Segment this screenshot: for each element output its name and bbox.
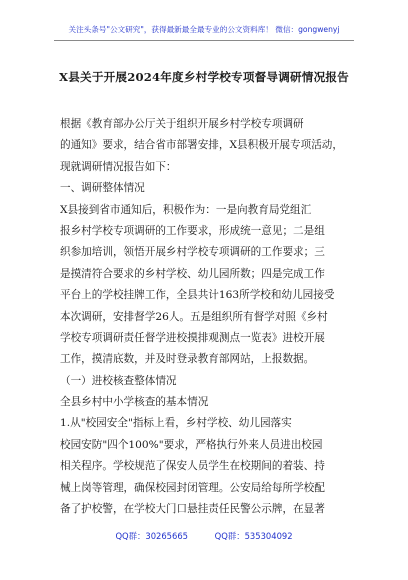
document-title: X县关于开展2024年度乡村学校专项督导调研情况报告 <box>59 70 349 84</box>
footer-qq-group-1: QQ群：30265665 <box>115 531 188 541</box>
body-line: 现就调研情况报告如下： <box>60 160 177 173</box>
header-divider <box>54 40 354 41</box>
body-line: 备了护校警，在学校大门口悬挂责任民警公示牌，在显著 <box>60 503 325 516</box>
body-line: 全县乡村中小学核查的基本情况 <box>60 396 209 409</box>
document-body <box>60 114 358 520</box>
body-line: X县接到省市通知后，积极作为：一是向教育局党组汇 <box>60 203 312 216</box>
footer-qq-group-2: QQ群：535304092 <box>214 531 293 541</box>
body-line: 的通知》要求，结合省市部署安排，X县积极开展专项活动， <box>60 139 343 152</box>
footer-contact <box>0 530 408 542</box>
body-line: 根据《教育部办公厅关于组织开展乡村学校专项调研 <box>60 118 304 130</box>
body-line: 平台上的学校挂牌工作，全县共计163所学校和幼儿园接受 <box>60 289 335 302</box>
body-line: 工作，摸清底数，并及时登录教育部网站，上报数据。 <box>60 353 315 366</box>
body-line: 报乡村学校专项调研的工作要求，形成统一意见；二是组 <box>60 224 325 237</box>
body-line: 械上岗等管理，确保校园封闭管理。公安局给每所学校配 <box>60 481 325 494</box>
header-banner: 关注头条号"公文研究"，获得最新最全最专业的公文资料库！ 微信：gongwenyj <box>68 25 340 34</box>
body-line: 相关程序。学校规范了保安人员学生在校期间的着装、持 <box>60 460 325 473</box>
body-line: 本次调研，安排督学26人。五是组织所有督学对照《乡村 <box>60 310 328 323</box>
body-line: 是摸清符合要求的乡村学校、幼儿园所数；四是完成工作 <box>60 267 325 280</box>
body-line: 一、调研整体情况 <box>60 182 145 195</box>
body-line: 织参加培训，领悟开展乡村学校专项调研的工作要求；三 <box>60 246 325 259</box>
body-line: 1.从"校园安全"指标上看，乡村学校、幼儿园落实 <box>60 417 292 430</box>
body-line: 学校专项调研责任督学进校摸排观测点一览表》进校开展 <box>60 331 325 344</box>
body-line: 校园安防"四个100%"要求，严格执行外来人员进出校园 <box>60 438 323 451</box>
body-line: （一）进校核查整体情况 <box>60 374 177 387</box>
